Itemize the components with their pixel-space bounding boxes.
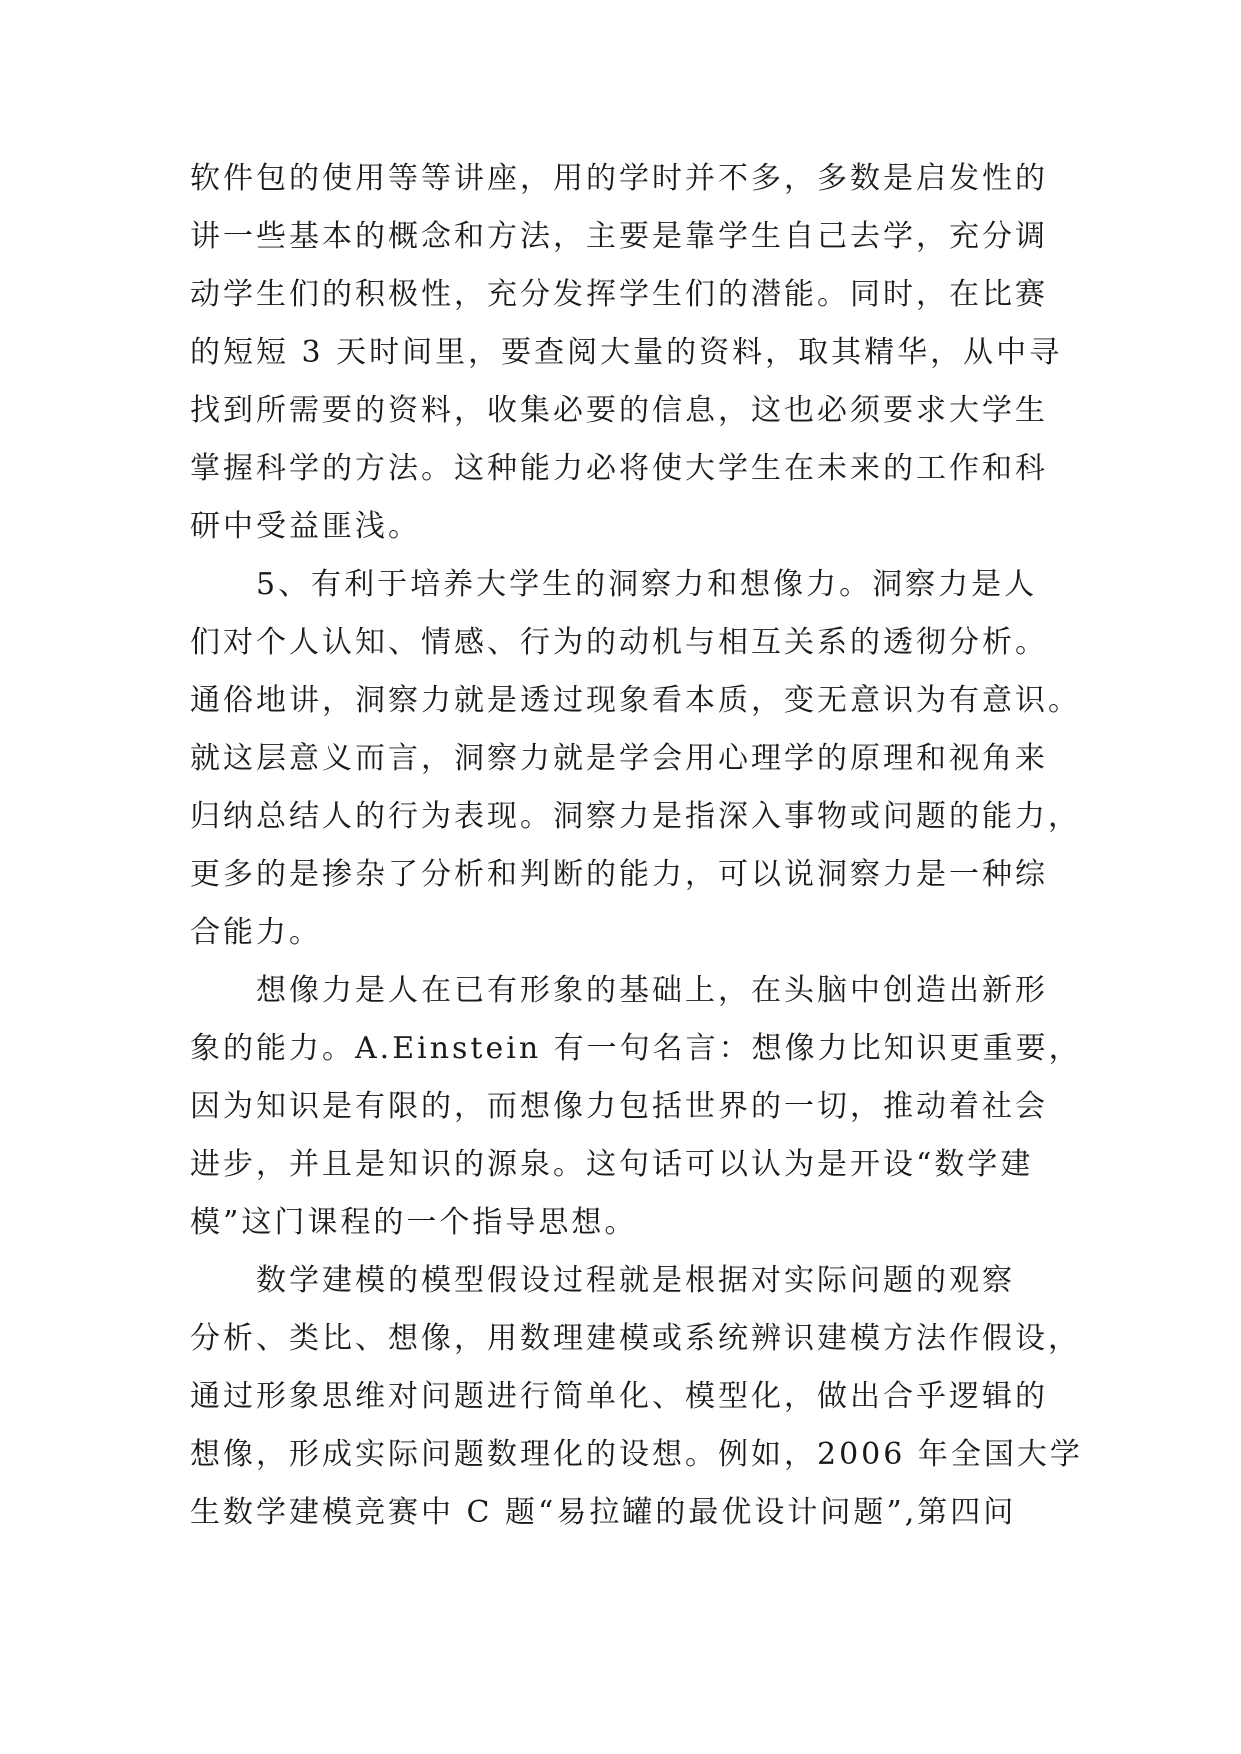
text-line: 就这层意义而言，洞察力就是学会用心理学的原理和视角来: [190, 741, 1048, 776]
text-line: 动学生们的积极性，充分发挥学生们的潜能。同时，在比赛: [190, 277, 1048, 312]
text-line: 生数学建模竞赛中 C 题“易拉罐的最优设计问题”,第四问: [190, 1495, 1017, 1530]
text-line: 象的能力。A.Einstein 有一句名言：想像力比知识更重要，: [190, 1031, 1082, 1066]
text-line: 的短短 3 天时间里，要查阅大量的资料，取其精华，从中寻: [190, 335, 1063, 370]
text-line: 掌握科学的方法。这种能力必将使大学生在未来的工作和科: [190, 451, 1048, 486]
text-line: 模”这门课程的一个指导思想。: [190, 1205, 638, 1240]
paragraph-first-line: 数学建模的模型假设过程就是根据对实际问题的观察: [256, 1263, 1015, 1298]
text-line: 想像，形成实际问题数理化的设想。例如，2006 年全国大学: [190, 1437, 1083, 1472]
text-line: 软件包的使用等等讲座，用的学时并不多，多数是启发性的: [190, 161, 1048, 196]
text-line: 讲一些基本的概念和方法，主要是靠学生自己去学，充分调: [190, 219, 1048, 254]
text-line: 通过形象思维对问题进行简单化、模型化，做出合乎逻辑的: [190, 1379, 1048, 1414]
paragraph-first-line: 5、有利于培养大学生的洞察力和想像力。洞察力是人: [256, 567, 1038, 602]
text-line: 合能力。: [190, 915, 322, 950]
text-line: 研中受益匪浅。: [190, 509, 421, 544]
text-line: 归纳总结人的行为表现。洞察力是指深入事物或问题的能力，: [190, 799, 1081, 834]
paragraph-first-line: 想像力是人在已有形象的基础上，在头脑中创造出新形: [256, 973, 1048, 1008]
text-line: 们对个人认知、情感、行为的动机与相互关系的透彻分析。: [190, 625, 1048, 660]
body-text: [190, 150, 1083, 1542]
text-line: 分析、类比、想像，用数理建模或系统辨识建模方法作假设，: [190, 1321, 1081, 1356]
text-line: 通俗地讲，洞察力就是透过现象看本质，变无意识为有意识。: [190, 683, 1081, 718]
text-line: 找到所需要的资料，收集必要的信息，这也必须要求大学生: [190, 393, 1048, 428]
text-line: 进步，并且是知识的源泉。这句话可以认为是开设“数学建: [190, 1147, 1034, 1182]
text-line: 因为知识是有限的，而想像力包括世界的一切，推动着社会: [190, 1089, 1048, 1124]
text-line: 更多的是掺杂了分析和判断的能力，可以说洞察力是一种综: [190, 857, 1048, 892]
